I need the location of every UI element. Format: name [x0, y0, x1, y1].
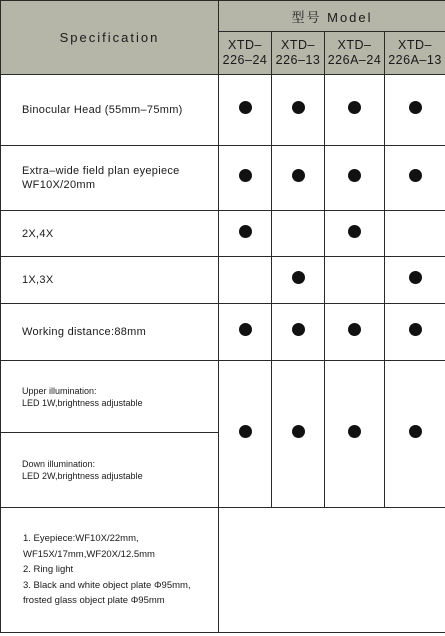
mark-cell	[325, 75, 385, 146]
mark-cell	[272, 304, 325, 361]
mark-cell	[219, 361, 272, 508]
row-label: Binocular Head (55mm–75mm)	[1, 75, 219, 146]
mark-cell	[272, 146, 325, 211]
bullet-dot-icon	[292, 101, 305, 114]
note-line: 2. Ring light	[23, 564, 74, 576]
bullet-dot-icon	[348, 169, 361, 182]
table-row	[1, 75, 445, 146]
mark-cell	[272, 211, 325, 257]
row-label: Extra–wide field plan eyepiece WF10X/20mm	[1, 146, 219, 211]
bullet-dot-icon	[348, 323, 361, 336]
mark-cell	[325, 361, 385, 508]
upper-illumination-label: Upper illumination: LED 1W,brightness adjustable	[1, 361, 219, 433]
mark-cell	[219, 75, 272, 146]
bullet-dot-icon	[409, 271, 422, 284]
mark-cell	[325, 146, 385, 211]
mark-cell	[385, 211, 445, 257]
table-row	[1, 361, 445, 433]
mark-cell	[385, 75, 445, 146]
bullet-dot-icon	[239, 225, 252, 238]
mark-cell	[325, 304, 385, 361]
bullet-dot-icon	[409, 101, 422, 114]
mark-cell	[325, 257, 385, 304]
mark-cell	[219, 257, 272, 304]
model-header: 型号 Model	[219, 1, 445, 32]
model-code-4: XTD– 226A–13	[385, 32, 445, 75]
bullet-dot-icon	[409, 425, 422, 438]
bullet-dot-icon	[292, 425, 305, 438]
row-label: 1X,3X	[1, 257, 219, 304]
bullet-dot-icon	[239, 323, 252, 336]
mark-cell	[219, 211, 272, 257]
row-label: 2X,4X	[1, 211, 219, 257]
row-label: Working distance:88mm	[1, 304, 219, 361]
notes-row	[1, 508, 445, 633]
mark-cell	[272, 361, 325, 508]
model-code-1: XTD– 226–24	[219, 32, 272, 75]
table-row	[1, 304, 445, 361]
bullet-dot-icon	[292, 271, 305, 284]
notes-blank-cell	[219, 508, 445, 633]
mark-cell	[385, 257, 445, 304]
note-line: 3. Black and white object plate Φ95mm,	[23, 579, 191, 591]
bullet-dot-icon	[239, 169, 252, 182]
model-code-3: XTD– 226A–24	[325, 32, 385, 75]
mark-cell	[272, 257, 325, 304]
mark-cell	[385, 361, 445, 508]
mark-cell	[219, 304, 272, 361]
bullet-dot-icon	[409, 169, 422, 182]
note-line: WF15X/17mm,WF20X/12.5mm	[23, 548, 155, 560]
bullet-dot-icon	[348, 225, 361, 238]
bullet-dot-icon	[292, 169, 305, 182]
table-row	[1, 257, 445, 304]
notes-cell	[1, 508, 219, 633]
model-code-2: XTD– 226–13	[272, 32, 325, 75]
bullet-dot-icon	[239, 425, 252, 438]
table-row	[1, 211, 445, 257]
bullet-dot-icon	[409, 323, 422, 336]
bullet-dot-icon	[348, 425, 361, 438]
note-line: frosted glass object plate Φ95mm	[23, 595, 165, 607]
specification-header: Specification	[1, 1, 219, 75]
mark-cell	[272, 75, 325, 146]
down-illumination-label: Down illumination: LED 2W,brightness adjustable	[1, 433, 219, 508]
bullet-dot-icon	[292, 323, 305, 336]
mark-cell	[385, 146, 445, 211]
bullet-dot-icon	[348, 101, 361, 114]
mark-cell	[219, 146, 272, 211]
mark-cell	[385, 304, 445, 361]
table-row	[1, 146, 445, 211]
note-line: 1. Eyepiece:WF10X/22mm,	[23, 533, 139, 545]
mark-cell	[325, 211, 385, 257]
bullet-dot-icon	[239, 101, 252, 114]
